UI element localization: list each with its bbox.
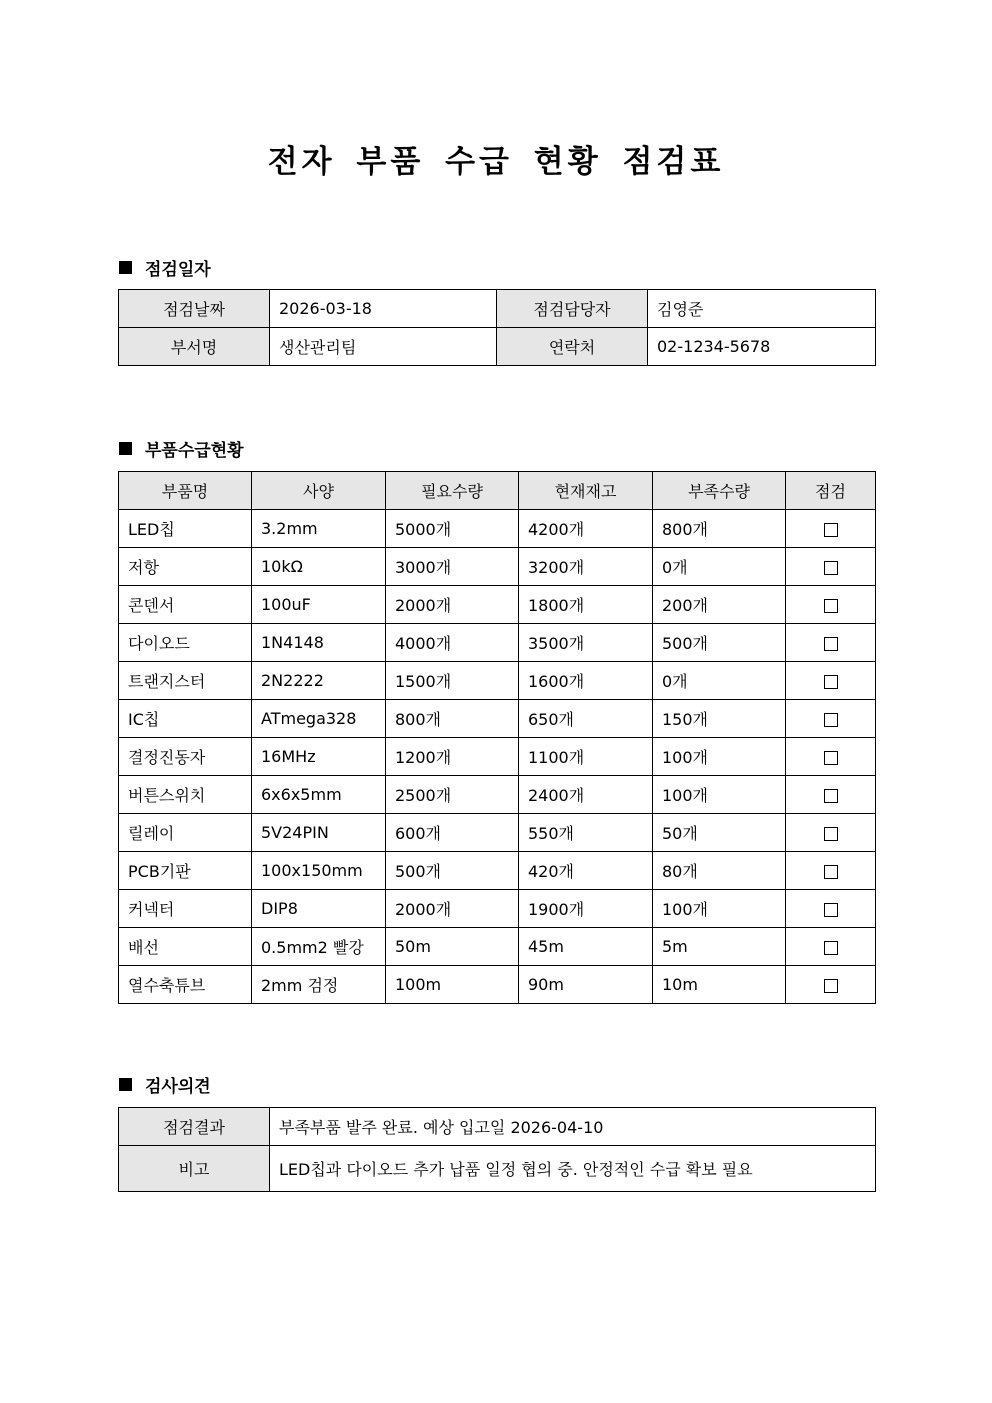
cell-shortage-qty: 500개 xyxy=(653,624,786,662)
cell-current-stock: 2400개 xyxy=(519,776,653,814)
table-row xyxy=(119,328,876,366)
cell-check xyxy=(786,890,876,928)
table-row xyxy=(119,738,876,776)
check-checkbox[interactable] xyxy=(824,903,838,917)
cell-current-stock: 1600개 xyxy=(519,662,653,700)
inspector-label: 점검담당자 xyxy=(497,290,648,328)
table-row xyxy=(119,548,876,586)
table-row xyxy=(119,510,876,548)
cell-part-name: 열수축튜브 xyxy=(119,966,252,1004)
note-value: LED칩과 다이오드 추가 납품 일정 협의 중. 안정적인 수급 확보 필요 xyxy=(270,1146,876,1192)
cell-required-qty: 100m xyxy=(386,966,519,1004)
table-header-row xyxy=(119,472,876,510)
section-heading-label: 부품수급현황 xyxy=(145,441,244,461)
table-row xyxy=(119,966,876,1004)
cell-shortage-qty: 800개 xyxy=(653,510,786,548)
cell-spec: 2N2222 xyxy=(252,662,386,700)
cell-current-stock: 45m xyxy=(519,928,653,966)
square-bullet-icon xyxy=(119,261,132,274)
cell-required-qty: 800개 xyxy=(386,700,519,738)
parts-supply-table xyxy=(118,471,876,1004)
square-bullet-icon xyxy=(119,1078,132,1091)
cell-required-qty: 50m xyxy=(386,928,519,966)
document-title: 전자 부품 수급 현황 점검표 xyxy=(267,144,725,180)
cell-spec: 6x6x5mm xyxy=(252,776,386,814)
cell-spec: 100uF xyxy=(252,586,386,624)
section-heading-label: 검사의견 xyxy=(145,1077,211,1097)
cell-check xyxy=(786,662,876,700)
cell-current-stock: 1100개 xyxy=(519,738,653,776)
table-row xyxy=(119,624,876,662)
cell-spec: ATmega328 xyxy=(252,700,386,738)
cell-required-qty: 4000개 xyxy=(386,624,519,662)
cell-check xyxy=(786,510,876,548)
check-checkbox[interactable] xyxy=(824,713,838,727)
check-checkbox[interactable] xyxy=(824,827,838,841)
check-checkbox[interactable] xyxy=(824,523,838,537)
check-checkbox[interactable] xyxy=(824,637,838,651)
cell-check xyxy=(786,928,876,966)
cell-check xyxy=(786,586,876,624)
section-heading-opinion xyxy=(119,1072,211,1097)
column-header-required-qty: 필요수량 xyxy=(386,472,519,510)
cell-part-name: 버튼스위치 xyxy=(119,776,252,814)
cell-required-qty: 2000개 xyxy=(386,586,519,624)
cell-required-qty: 2500개 xyxy=(386,776,519,814)
cell-spec: DIP8 xyxy=(252,890,386,928)
table-row xyxy=(119,814,876,852)
cell-shortage-qty: 100개 xyxy=(653,738,786,776)
cell-shortage-qty: 100개 xyxy=(653,890,786,928)
check-checkbox[interactable] xyxy=(824,865,838,879)
cell-check xyxy=(786,852,876,890)
inspection-opinion-table xyxy=(118,1107,876,1192)
contact-value: 02-1234-5678 xyxy=(648,328,876,366)
cell-spec: 100x150mm xyxy=(252,852,386,890)
cell-current-stock: 3200개 xyxy=(519,548,653,586)
table-row xyxy=(119,290,876,328)
cell-part-name: LED칩 xyxy=(119,510,252,548)
column-header-shortage-qty: 부족수량 xyxy=(653,472,786,510)
check-checkbox[interactable] xyxy=(824,561,838,575)
cell-part-name: IC칩 xyxy=(119,700,252,738)
cell-spec: 0.5mm2 빨강 xyxy=(252,928,386,966)
department-label: 부서명 xyxy=(119,328,270,366)
cell-part-name: 트랜지스터 xyxy=(119,662,252,700)
cell-spec: 10kΩ xyxy=(252,548,386,586)
cell-part-name: 다이오드 xyxy=(119,624,252,662)
cell-shortage-qty: 100개 xyxy=(653,776,786,814)
cell-check xyxy=(786,738,876,776)
cell-check xyxy=(786,624,876,662)
cell-check xyxy=(786,776,876,814)
cell-required-qty: 600개 xyxy=(386,814,519,852)
table-row xyxy=(119,700,876,738)
column-header-spec: 사양 xyxy=(252,472,386,510)
cell-spec: 2mm 검정 xyxy=(252,966,386,1004)
cell-check xyxy=(786,700,876,738)
cell-current-stock: 550개 xyxy=(519,814,653,852)
cell-current-stock: 650개 xyxy=(519,700,653,738)
cell-spec: 5V24PIN xyxy=(252,814,386,852)
table-row xyxy=(119,890,876,928)
check-checkbox[interactable] xyxy=(824,941,838,955)
column-header-current-stock: 현재재고 xyxy=(519,472,653,510)
cell-current-stock: 1900개 xyxy=(519,890,653,928)
cell-spec: 3.2mm xyxy=(252,510,386,548)
cell-check xyxy=(786,548,876,586)
result-label: 점검결과 xyxy=(119,1108,270,1146)
cell-part-name: 저항 xyxy=(119,548,252,586)
cell-current-stock: 3500개 xyxy=(519,624,653,662)
cell-required-qty: 1500개 xyxy=(386,662,519,700)
cell-required-qty: 1200개 xyxy=(386,738,519,776)
cell-shortage-qty: 10m xyxy=(653,966,786,1004)
cell-check xyxy=(786,814,876,852)
cell-required-qty: 5000개 xyxy=(386,510,519,548)
cell-required-qty: 2000개 xyxy=(386,890,519,928)
cell-shortage-qty: 0개 xyxy=(653,662,786,700)
table-row xyxy=(119,776,876,814)
cell-shortage-qty: 80개 xyxy=(653,852,786,890)
table-row xyxy=(119,662,876,700)
cell-spec: 16MHz xyxy=(252,738,386,776)
cell-required-qty: 3000개 xyxy=(386,548,519,586)
table-row xyxy=(119,1146,876,1192)
check-checkbox[interactable] xyxy=(824,751,838,765)
check-checkbox[interactable] xyxy=(824,979,838,993)
cell-current-stock: 420개 xyxy=(519,852,653,890)
cell-part-name: 콘덴서 xyxy=(119,586,252,624)
cell-spec: 1N4148 xyxy=(252,624,386,662)
table-row xyxy=(119,1108,876,1146)
cell-shortage-qty: 5m xyxy=(653,928,786,966)
table-row xyxy=(119,928,876,966)
cell-shortage-qty: 0개 xyxy=(653,548,786,586)
cell-part-name: PCB기판 xyxy=(119,852,252,890)
square-bullet-icon xyxy=(119,442,132,455)
cell-part-name: 배선 xyxy=(119,928,252,966)
check-checkbox[interactable] xyxy=(824,599,838,613)
inspection-info-table xyxy=(118,289,876,366)
section-heading-label: 점검일자 xyxy=(145,260,211,280)
cell-required-qty: 500개 xyxy=(386,852,519,890)
check-checkbox[interactable] xyxy=(824,675,838,689)
date-value: 2026-03-18 xyxy=(270,290,497,328)
parts-supply-table-body xyxy=(119,510,876,1004)
inspector-value: 김영준 xyxy=(648,290,876,328)
cell-current-stock: 4200개 xyxy=(519,510,653,548)
cell-part-name: 커넥터 xyxy=(119,890,252,928)
column-header-check: 점검 xyxy=(786,472,876,510)
cell-check xyxy=(786,966,876,1004)
check-checkbox[interactable] xyxy=(824,789,838,803)
note-label: 비고 xyxy=(119,1146,270,1192)
date-label: 점검날짜 xyxy=(119,290,270,328)
cell-current-stock: 90m xyxy=(519,966,653,1004)
cell-shortage-qty: 50개 xyxy=(653,814,786,852)
cell-shortage-qty: 200개 xyxy=(653,586,786,624)
cell-part-name: 릴레이 xyxy=(119,814,252,852)
section-heading-supply-status xyxy=(119,436,244,461)
table-row xyxy=(119,852,876,890)
section-heading-inspection-date xyxy=(119,255,211,280)
column-header-part-name: 부품명 xyxy=(119,472,252,510)
cell-current-stock: 1800개 xyxy=(519,586,653,624)
contact-label: 연락처 xyxy=(497,328,648,366)
table-row xyxy=(119,586,876,624)
result-value: 부족부품 발주 완료. 예상 입고일 2026-04-10 xyxy=(270,1108,876,1146)
cell-shortage-qty: 150개 xyxy=(653,700,786,738)
department-value: 생산관리팀 xyxy=(270,328,497,366)
cell-part-name: 결정진동자 xyxy=(119,738,252,776)
